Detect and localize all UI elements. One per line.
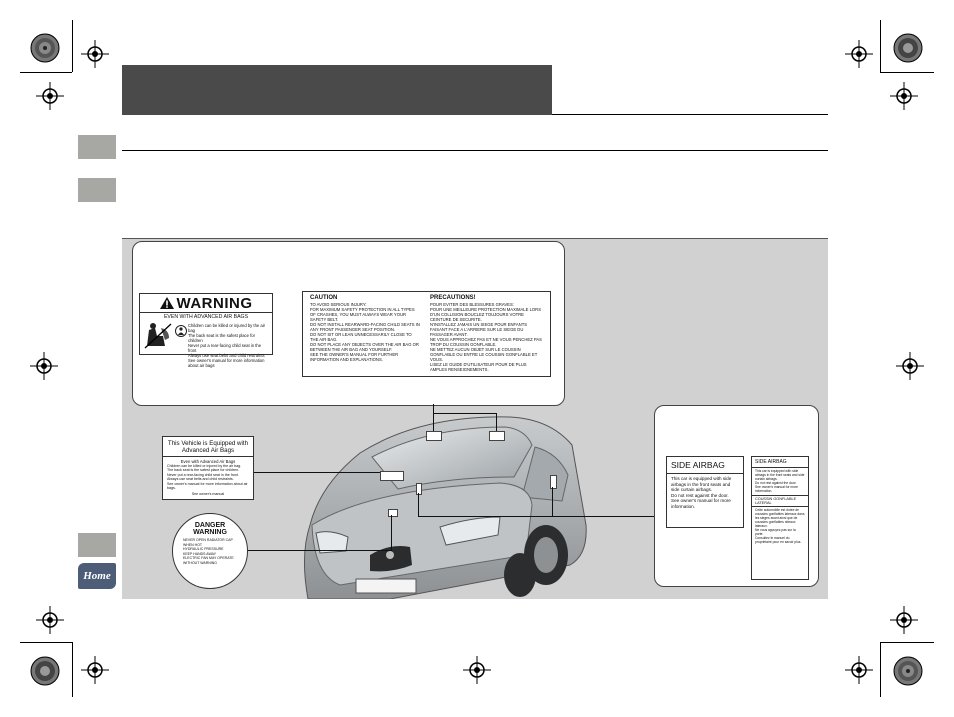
- side-airbag-bilingual-line-fr: Ne vous appuyez pas sur la porte.: [755, 528, 796, 536]
- caution-line: FOR MAXIMUM SAFETY PROTECTION IN ALL TYPES OF CRASHES, YOU MUST ALWAYS WEAR YOUR SAFETY BELT.: [310, 307, 415, 322]
- warning-triangle-icon: [160, 297, 174, 309]
- caution-title: CAUTION: [310, 295, 338, 301]
- side-airbag-bilingual-title-fr: COUSSIN GONFLABLE LATERAL: [752, 495, 808, 507]
- side-airbag-label: [666, 456, 744, 528]
- advanced-airbags-equipped-label: [162, 436, 254, 500]
- crop-mark: [880, 642, 881, 697]
- car-illustration: [300, 405, 590, 599]
- side-airbag-title: SIDE AIRBAG: [667, 457, 743, 474]
- side-airbag-line: See owner's manual for more information.: [671, 498, 731, 509]
- leader-line: [248, 472, 380, 473]
- side-airbag-bilingual-line: See owner's manual for more information.: [755, 485, 798, 493]
- registration-mark-icon: [81, 656, 109, 684]
- equipped-line: Always use seat belts and child restraints.: [167, 477, 234, 482]
- registration-mark-icon: [81, 40, 109, 68]
- color-rosette-bottom-left: [30, 656, 60, 686]
- caution-precautions-label: [302, 291, 551, 377]
- home-button-label: Home: [83, 570, 111, 582]
- registration-mark-icon: [30, 352, 58, 380]
- registration-mark-icon: [36, 606, 64, 634]
- side-airbag-bilingual-line: This car is equipped with side airbags in the front seats and side curtain airbags.: [755, 469, 805, 481]
- leader-line: [418, 516, 654, 517]
- danger-warning-title: WARNING: [193, 529, 227, 536]
- radiator-danger-warning-label: [172, 513, 248, 589]
- side-airbag-line: This car is equipped with side airbags in the front seats and side curtain airbags.: [671, 476, 732, 493]
- equipped-line: The back seat is the safest place for children.: [167, 468, 240, 473]
- side-airbag-bilingual-label: [751, 456, 809, 580]
- crop-mark: [880, 72, 934, 73]
- warning-line: The back seat is the safest place for children: [188, 333, 256, 343]
- crop-mark: [880, 642, 934, 643]
- precautions-line: N'INSTALLEZ JAMAIS UN SIEGE POUR ENFANTS FAISANT FACE A L'ARRIERE SUR LE SIEGE DU PASSAGER AVANT.: [430, 322, 528, 337]
- warning-subtitle: EVEN WITH ADVANCED AIR BAGS: [163, 314, 249, 320]
- equipped-title-line2: Advanced Air Bags: [163, 447, 253, 457]
- registration-mark-icon: [36, 82, 64, 110]
- leader-line: [418, 493, 419, 517]
- warning-title: WARNING: [176, 294, 253, 312]
- door-jamb-decal: [416, 483, 422, 495]
- equipped-line: Children can be killed or injured by the air bag.: [167, 464, 242, 468]
- equipped-footer: See owner's manual: [191, 492, 225, 497]
- side-index-tab[interactable]: [78, 533, 116, 557]
- side-airbag-bilingual-title: SIDE AIRBAG: [752, 457, 808, 468]
- leader-line: [496, 413, 497, 431]
- leader-line: [391, 515, 392, 551]
- leader-line: [247, 550, 392, 551]
- side-airbag-labels-callout: [654, 405, 819, 587]
- warning-line: See owner's manual for more information about air bags: [188, 358, 265, 368]
- crop-mark: [72, 642, 73, 697]
- leader-line: [552, 487, 553, 517]
- leader-line: [433, 413, 497, 414]
- equipped-line: Never put a rear-facing child seat in the front.: [167, 472, 239, 477]
- warning-line: Always use seat belts and child restraints: [188, 353, 265, 358]
- equipped-line: See owner's manual for more information about air bags.: [167, 481, 248, 491]
- sun-visor-decal: [489, 431, 505, 441]
- danger-line: NEVER OPEN RADIATOR CAP: [183, 538, 233, 542]
- child-seat-airbag-icon: [143, 322, 173, 350]
- registration-mark-icon: [896, 352, 924, 380]
- crop-mark: [20, 72, 72, 73]
- caution-line: SEE THE OWNER'S MANUAL FOR FURTHER INFORMATION AND EXPLANATIONS.: [310, 352, 399, 362]
- danger-line: HYDRAULIC PRESSURE: [183, 547, 224, 552]
- danger-line: ELECTRIC FAN MAY OPERATE: [183, 556, 234, 561]
- sun-visor-labels-callout: [132, 241, 565, 406]
- equipped-sub: Even with Advanced Air Bags: [180, 459, 236, 464]
- chapter-header-band: [122, 65, 552, 115]
- danger-line: WITHOUT WARNING: [183, 560, 218, 565]
- section-rule: [122, 150, 828, 151]
- caution-line: DO NOT PLACE ANY OBJECTS OVER THE AIR BAG OR BETWEEN THE AIR BAG AND YOURSELF.: [310, 342, 419, 352]
- color-rosette-top-right: [893, 33, 923, 63]
- danger-title: DANGER: [194, 522, 226, 529]
- color-rosette-top-left: [30, 33, 60, 63]
- side-index-tab[interactable]: [78, 135, 116, 159]
- radiator-decal: [388, 509, 398, 517]
- side-index-tab[interactable]: [78, 178, 116, 202]
- precautions-line: NE VOUS APPROCHEZ PAS ET NE VOUS PENCHEZ PAS TROP DU COUSSIN GONFLABLE.: [430, 337, 542, 347]
- precautions-line: LISEZ LE GUIDE D'UTILISATEUR POUR DE PLUS AMPLES RENSEIGNEMENTS.: [430, 362, 527, 372]
- precautions-line: POUR UNE MEILLEURE PROTECTION MAXIMALE LORS D'UN COLLISION BOUCLEZ TOUJOURS VOTRE CEINTURE DE SECURITE.: [430, 307, 541, 322]
- caution-line: DO NOT SIT OR LEAN UNNECESSARILY CLOSE TO THE AIR BAG.: [310, 332, 412, 342]
- home-button[interactable]: [78, 563, 116, 589]
- crop-mark: [20, 642, 72, 643]
- warning-line: Never put a rear-facing child seat in the front: [188, 343, 262, 353]
- danger-line: KEEP HANDS AWAY: [183, 551, 217, 556]
- side-airbag-bilingual-line-fr: Consultez le manuel du proprietaire pour en savoir plus.: [755, 536, 802, 544]
- warning-line: Children can be killed or injured by the air bag: [188, 323, 266, 333]
- precautions-line: NE METTEZ AUCUN OBJET SUR LE COUSSIN GONFLABLE OU ENTRE LE COUSSIN GONFLABLE ET VOUS.: [430, 347, 538, 362]
- caution-line: TO AVOID SERIOUS INJURY:: [310, 302, 367, 307]
- registration-mark-icon: [845, 656, 873, 684]
- side-airbag-bilingual-line: Do not rest against the door.: [755, 481, 797, 485]
- registration-mark-icon: [463, 656, 491, 684]
- color-rosette-bottom-right: [893, 656, 923, 686]
- crop-mark: [72, 20, 73, 72]
- crop-mark: [880, 20, 881, 72]
- advanced-airbag-warning-label: [139, 293, 273, 368]
- precautions-title: PRECAUTIONS!: [430, 295, 476, 301]
- registration-mark-icon: [890, 82, 918, 110]
- label-locations-illustration: [122, 238, 828, 599]
- precautions-line: POUR EVITER DES BLESSURES GRAVES:: [430, 302, 514, 307]
- equipped-title-line1: This Vehicle is Equipped with: [167, 440, 249, 447]
- header-rule: [552, 114, 828, 115]
- side-airbag-line: Do not rest against the door.: [671, 492, 729, 498]
- sun-visor-decal: [426, 431, 442, 441]
- registration-mark-icon: [845, 40, 873, 68]
- side-airbag-bilingual-line-fr: Cette automobile est dotee de coussins gonflables lateraux dans les sieges avant ainsi que de coussins gonflables rideaux lateraux.: [755, 508, 805, 528]
- child-airbag-icon: [175, 324, 187, 338]
- registration-mark-icon: [890, 606, 918, 634]
- danger-line: WHEN HOT: [183, 542, 203, 547]
- dashboard-decal: [380, 471, 404, 481]
- caution-line: DO NOT INSTALL REARWARD-FACING CHILD SEATS IN ANY FRONT PASSENGER SEAT POSITION.: [310, 322, 420, 332]
- leader-line: [433, 404, 434, 431]
